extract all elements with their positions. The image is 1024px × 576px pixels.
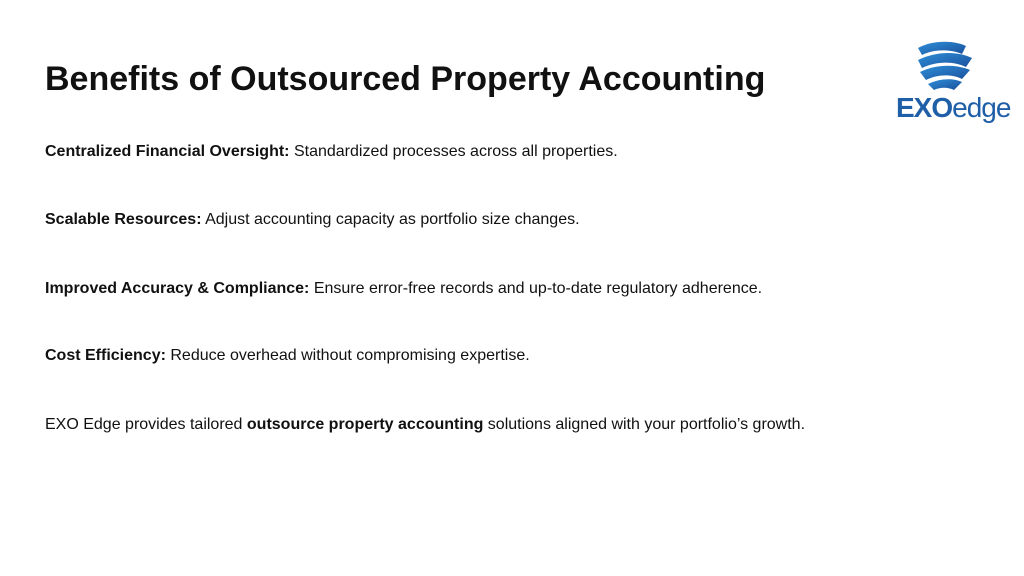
benefit-item <box>45 142 618 162</box>
logo-text-edge: edge <box>952 92 1011 123</box>
logo-text-exo: EXO <box>896 92 953 123</box>
benefit-item <box>45 279 762 299</box>
closing-text-bold: outsource property accounting <box>246 416 484 433</box>
swirl-logo-icon <box>892 38 994 94</box>
benefit-label: Centralized Financial Oversight: <box>45 143 290 160</box>
closing-text-after: solutions aligned with your portfolio’s growth. <box>483 416 806 433</box>
benefit-text: Standardized processes across all properties. <box>289 143 618 160</box>
benefit-label: Improved Accuracy & Compliance: <box>45 280 310 297</box>
benefit-text: Reduce overhead without compromising expertise. <box>165 347 530 364</box>
page-title: Benefits of Outsourced Property Accounting <box>45 60 766 98</box>
closing-statement <box>45 415 805 435</box>
benefit-item <box>45 346 530 366</box>
closing-text-before: EXO Edge provides tailored <box>45 416 247 433</box>
company-logo <box>892 38 1011 128</box>
benefit-text: Ensure error-free records and up-to-date regulatory adherence. <box>309 280 763 297</box>
benefit-item <box>45 210 580 230</box>
benefit-label: Scalable Resources: <box>45 211 202 228</box>
logo-wordmark <box>896 92 1010 124</box>
benefit-label: Cost Efficiency: <box>45 347 166 364</box>
benefit-text: Adjust accounting capacity as portfolio size changes. <box>201 211 580 228</box>
